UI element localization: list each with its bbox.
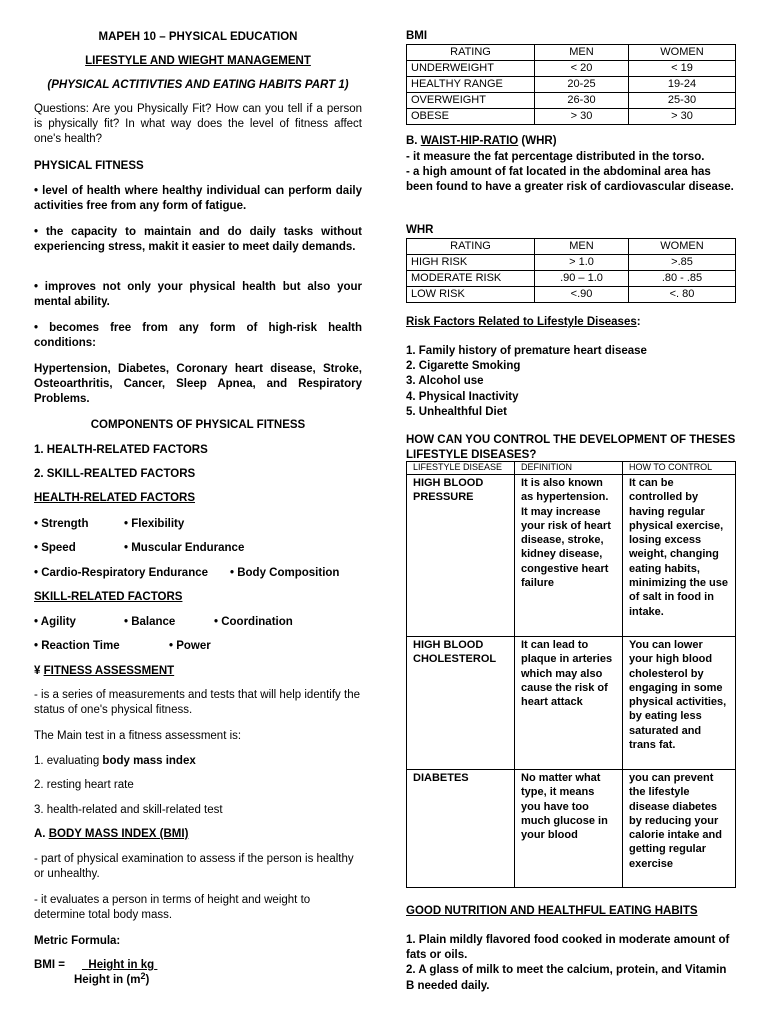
disease-definition: It can lead to plaque in arteries which may also cause the risk of heart attack [515,637,623,770]
whr-table [406,238,736,303]
physical-fitness-heading: PHYSICAL FITNESS [34,160,144,172]
bmi-cell: 19-24 [629,77,736,93]
whr-cell: LOW RISK [407,287,535,303]
table-row [407,770,736,888]
main-test-intro: The Main test in a fitness assessment is: [34,730,242,742]
yen-mark: ¥ [34,665,44,677]
whr-heading: WAIST-HIP-RATIO [420,135,519,147]
bmi-table-header [407,45,736,61]
formula-numerator [82,958,157,973]
item-agility: • Agility [34,616,76,628]
whr-heading-line [406,134,736,149]
whr-cell: HIGH RISK [407,255,535,271]
metric-formula-label: Metric Formula: [34,935,121,947]
bmi-cell: 20-25 [535,77,629,93]
list-item: 2. Cigarette Smoking [406,360,521,373]
whr-prefix: B. [406,135,421,147]
whr-cell: <. 80 [629,287,736,303]
formula-close-paren: ) [145,974,150,986]
header-definition: DEFINITION [515,462,623,475]
item-strength: • Strength [34,518,89,530]
table-row [407,255,736,271]
bmi-formula [34,958,362,992]
bmi-heading: BODY MASS INDEX (BMI) [48,828,189,840]
formula-exponent: 2 [140,971,146,981]
whr-header-rating: RATING [407,239,535,255]
formula-numerator-text: Height in kg [88,959,155,971]
disease-table-header [407,462,736,475]
list-item: 1. Plain mildly flavored food cooked in moderate amount of fats or oils. [406,934,730,962]
fitness-assessment-heading-line [34,664,362,679]
disease-control: It can be controlled by having regular physical exercise, losing excess weight, changing eating habits, minimizing the use of salt in food in intake. [623,475,736,637]
nutrition-list [406,933,736,994]
header-lifestyle-disease: LIFESTYLE DISEASE [407,462,515,475]
list-item: 2. A glass of milk to meet the calcium, protein, and Vitamin B needed daily. [406,964,727,992]
item-body-composition: • Body Composition [230,567,340,579]
bmi-description-1: - part of physical examination to assess if the person is healthy or unhealthy. [34,853,354,881]
formula-denominator [74,973,149,988]
lifestyle-disease-table [406,461,736,888]
table-row [407,475,736,637]
list-item: 5. Unhealthful Diet [406,405,507,418]
list-item: 4. Physical Inactivity [406,390,519,403]
bmi-cell: OBESE [407,109,535,125]
risk-factors-heading-line [406,315,736,330]
disease-control: you can prevent the lifestyle disease diabetes by reducing your calorie intake and getting regular exercise [623,770,736,888]
disease-control: You can lower your high blood cholesterol by engaging in some physical activities, by eating less saturated and trans fat. [623,637,736,770]
disease-name: HIGH BLOOD PRESSURE [407,475,515,637]
bmi-table-wrapper [406,44,736,125]
bmi-table-label: BMI [406,30,428,42]
nutrition-heading: GOOD NUTRITION AND HEALTHFUL EATING HABITS [406,905,698,917]
bmi-cell: HEALTHY RANGE [407,77,535,93]
risk-factors-list [406,344,736,420]
table-row [407,287,736,303]
bmi-cell: 25-30 [629,93,736,109]
bmi-cell: OVERWEIGHT [407,93,535,109]
list-item: 3. Alcohol use [406,375,484,388]
test-item-1-bold: body mass index [102,755,196,767]
whr-suffix: (WHR) [518,135,557,147]
factor-skill-related: 2. SKILL-REALTED FACTORS [34,468,196,480]
bmi-prefix: A. [34,828,49,840]
whr-table-header [407,239,736,255]
table-row [407,271,736,287]
whr-cell: MODERATE RISK [407,271,535,287]
bmi-cell: > 30 [629,109,736,125]
health-conditions-list: Hypertension, Diabetes, Coronary heart disease, Stroke, Osteoarthritis, Cancer, Sleep Apnea, and Respiratory Problems. [34,363,362,406]
item-muscular-endurance: • Muscular Endurance [124,542,245,554]
item-speed: • Speed [34,542,76,554]
item-coordination: • Coordination [214,616,293,628]
whr-header-women: WOMEN [629,239,736,255]
assessment-description: - is a series of measurements and tests that will help identify the status of one's physical fitness. [34,689,360,717]
list-item: 1. Family history of premature heart disease [406,345,647,357]
bmi-header-men: MEN [535,45,629,61]
test-item-1 [34,754,362,769]
bmi-header-rating: RATING [407,45,535,61]
item-power: • Power [169,640,211,652]
components-heading: COMPONENTS OF PHYSICAL FITNESS [90,419,306,431]
item-cardio-respiratory: • Cardio-Respiratory Endurance [34,567,209,579]
bmi-cell: < 20 [535,61,629,77]
control-heading: HOW CAN YOU CONTROL THE DEVELOPMENT OF THESES LIFESTYLE DISEASES? [406,434,736,462]
bmi-heading-line [34,827,362,842]
bmi-description-2: - it evaluates a person in terms of height and weight to determine total body mass. [34,894,311,922]
fitness-assessment-heading: FITNESS ASSESSMENT [43,665,175,677]
fitness-bullet-3: • improves not only your physical health but also your mental ability. [34,281,362,309]
test-item-3: 3. health-related and skill-related test [34,804,223,816]
whr-cell: <.90 [535,287,629,303]
table-row [407,77,736,93]
disease-table-wrapper [406,461,736,888]
document-subtitle-part: (PHYSICAL ACTITIVTIES AND EATING HABITS PART 1) [47,79,349,91]
fitness-bullet-2: • the capacity to maintain and do daily tasks without experiencing stress, makit it easier to meet daily demands. [34,226,362,254]
formula-lhs: BMI = [34,959,65,971]
bmi-cell: > 30 [535,109,629,125]
item-balance: • Balance [124,616,176,628]
header-how-to-control: HOW TO CONTROL [623,462,736,475]
risk-factors-heading: Risk Factors Related to Lifestyle Diseases [406,316,637,328]
risk-factors-colon: : [636,316,641,328]
bmi-cell: < 19 [629,61,736,77]
document-title: MAPEH 10 – PHYSICAL EDUCATION [98,31,298,43]
whr-header-men: MEN [535,239,629,255]
disease-name: DIABETES [407,770,515,888]
table-row [407,93,736,109]
fitness-bullet-4: • becomes free from any form of high-risk health conditions: [34,322,362,350]
whr-cell: .80 - .85 [629,271,736,287]
bmi-table [406,44,736,125]
whr-cell: > 1.0 [535,255,629,271]
table-row [407,61,736,77]
test-item-2: 2. resting heart rate [34,779,134,791]
whr-table-label: WHR [406,224,434,236]
disease-definition: No matter what type, it means you have too much glucose in your blood [515,770,623,888]
whr-cell: .90 – 1.0 [535,271,629,287]
table-row [407,109,736,125]
item-reaction-time: • Reaction Time [34,640,120,652]
health-related-heading: HEALTH-RELATED FACTORS [34,492,195,504]
whr-description-2: - a high amount of fat located in the abdominal area has been found to have a greater risk of cardiovascular disease. [406,166,734,194]
factor-health-related: 1. HEALTH-RELATED FACTORS [34,444,208,456]
item-flexibility: • Flexibility [124,518,185,530]
skill-related-heading: SKILL-RELATED FACTORS [34,591,183,603]
whr-table-wrapper [406,238,736,303]
bmi-cell: UNDERWEIGHT [407,61,535,77]
fitness-bullet-1: • level of health where healthy individual can perform daily activities free from any form of fatigue. [34,185,362,213]
test-item-1-prefix: 1. evaluating [34,755,103,767]
whr-description-1: - it measure the fat percentage distributed in the torso. [406,151,705,163]
whr-cell: >.85 [629,255,736,271]
disease-name: HIGH BLOOD CHOLESTEROL [407,637,515,770]
questions-paragraph: Questions: Are you Physically Fit? How can you tell if a person is physically fit? In what way does the level of fitness affect one's health? [34,103,362,146]
formula-denominator-text: Height in (m [74,974,141,986]
bmi-cell: 26-30 [535,93,629,109]
table-row [407,637,736,770]
bmi-header-women: WOMEN [629,45,736,61]
disease-definition: It is also known as hypertension. It may increase your risk of heart disease, stroke, kidney disease, congestive heart failure [515,475,623,637]
document-subtitle: LIFESTYLE AND WIEGHT MANAGEMENT [85,55,311,67]
